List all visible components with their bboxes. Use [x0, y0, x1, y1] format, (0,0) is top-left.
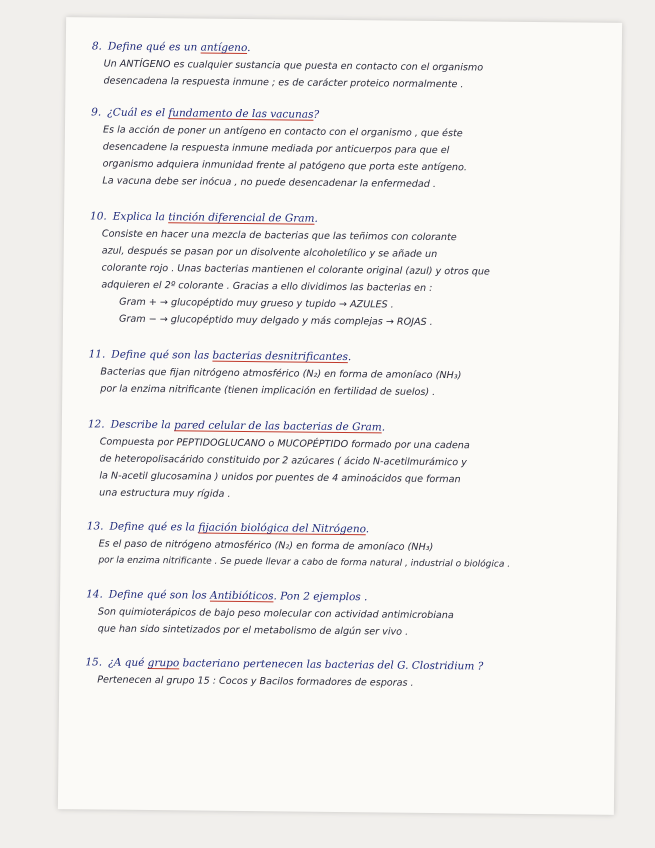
question-number: 10.: [90, 210, 107, 223]
answer-line: Bacterias que fijan nitrógeno atmosférico (N₂) en forma de amoníaco (NH₃): [100, 366, 462, 382]
question-number: 8.: [91, 40, 102, 53]
question-11: [88, 345, 597, 402]
answer-line: Un ANTÍGENO es cualquier sustancia que puesta en contacto con el organismo: [103, 58, 484, 74]
answer-line: Es el paso de nitrógeno atmosférico (N₂) en forma de amoníaco (NH₃): [98, 538, 434, 553]
answer-line: colorante rojo . Unas bacterias mantienen el colorante original (azul) y otros que: [101, 262, 490, 278]
answer-line: adquieren el 2º colorante . Gracias a ello dividimos las bacterias en :: [101, 279, 433, 294]
question-number: 9.: [91, 106, 102, 119]
answer-line: una estructura muy rígida .: [99, 487, 231, 500]
answer: [89, 225, 598, 332]
question-14: [86, 585, 595, 642]
question-title: 9. ¿Cuál es el fundamento de las vacunas?: [91, 106, 320, 121]
answer: [87, 433, 596, 506]
answer: [86, 603, 594, 642]
answer-line: azul, después se pasan por un disolvente alcoholetílico y se añade un: [101, 245, 438, 261]
question-list: [85, 29, 600, 693]
question-number: 15.: [85, 656, 103, 669]
question-number: 13.: [86, 520, 104, 533]
answer-line: Consiste en hacer una mezcla de bacterias que las teñimos con colorante: [101, 228, 457, 244]
answer: [86, 535, 594, 574]
question-number: 12.: [87, 418, 105, 431]
question-title: 10. Explica la tinción diferencial de Gram.: [90, 210, 318, 225]
answer-line: desencadene la respuesta inmune mediada por anticuerpos para que el: [102, 141, 450, 157]
answer-line: desencadena la respuesta inmune ; es de carácter proteico normalmente .: [103, 75, 464, 91]
answer-line: que han sido sintetizados por el metabolismo de algún ser vivo .: [97, 623, 409, 638]
question-9: [90, 103, 599, 194]
answer-line: de heteropolisacárido constituido por 2 azúcares ( ácido N-acetilmurámico y: [99, 453, 467, 469]
answer-line: Son quimioterápicos de bajo peso molecular con actividad antimicrobiana: [97, 606, 454, 622]
answer-line: Es la acción de poner un antígeno en contacto con el organismo , que éste: [102, 124, 463, 140]
question-number: 14.: [86, 588, 103, 601]
question-title: 11. Define qué son las bacterias desnitrificantes.: [88, 348, 352, 364]
gram-negative-line: Gram − → glucopéptido muy delgado y más complejas → ROJAS .: [118, 313, 433, 328]
answer: [90, 121, 599, 194]
answer-line: por la enzima nitrificante . Se puede llevar a cabo de forma natural , industrial o biológica .: [98, 555, 511, 570]
question-title: 13. Define qué es la fijación biológica del Nitrógeno.: [86, 520, 370, 536]
answer-line: organismo adquiera inmunidad frente al patógeno que porta este antígeno.: [102, 158, 467, 174]
answer: [91, 55, 599, 94]
answer-line: la N-acetil glucosamina ) unidos por puentes de 4 aminoácidos que forman: [99, 470, 461, 486]
question-title: 12. Describe la pared celular de las bacterias de Gram.: [87, 418, 386, 434]
question-15: [85, 653, 593, 693]
answer-line: Pertenecen al grupo 15 : Cocos y Bacilos formadores de esporas .: [97, 674, 414, 689]
question-title: 14. Define qué son los Antibióticos. Pon 2 ejemplos .: [86, 588, 368, 604]
question-title: 15. ¿A qué grupo bacteriano pertenecen las bacterias del G. Clostridium ?: [85, 656, 484, 673]
answer: [88, 363, 596, 402]
question-12: [87, 415, 596, 506]
question-title: 8. Define qué es un antígeno.: [91, 40, 251, 55]
answer-line: por la enzima nitrificante (tienen implicación en fertilidad de suelos) .: [100, 383, 436, 398]
answer-line: La vacuna debe ser inócua , no puede desencadenar la enfermedad .: [102, 175, 437, 190]
question-8: [91, 37, 600, 94]
paper-sheet: [58, 17, 622, 815]
question-13: [86, 517, 595, 574]
answer-line: Compuesta por PEPTIDOGLUCANO o MUCOPÉPTIDO formado por una cadena: [99, 436, 470, 452]
gram-positive-line: Gram + → glucopéptido muy grueso y tupido → AZULES .: [119, 296, 394, 311]
question-10: [89, 207, 598, 332]
question-number: 11.: [88, 348, 106, 361]
